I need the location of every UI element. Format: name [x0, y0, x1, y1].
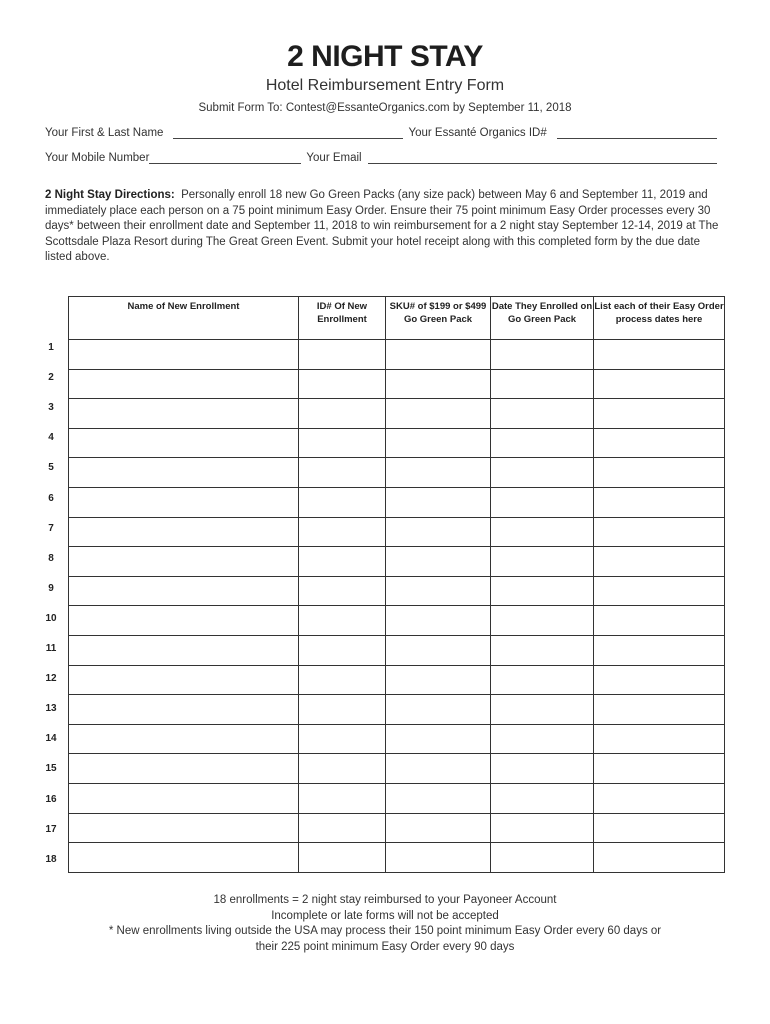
- table-cell[interactable]: [299, 665, 386, 695]
- table-cell[interactable]: [386, 576, 491, 606]
- header-easy-order: List each of their Easy Order process dates here: [594, 297, 725, 340]
- table-cell[interactable]: [386, 695, 491, 725]
- table-cell[interactable]: [69, 813, 299, 843]
- directions-body: Personally enroll 18 new Go Green Packs (any size pack) between May 6 and September 11, 2019 and immediately place each person on a 75 point minimum Easy Order. Ensure their 75 point minimum Easy Order processes every 30 days* between their enrollment date and September 11, 2018 to win reimbursement for a 2 night stay September 12-14, 2019 at The Scottsdale Plaza Resort during The Great Green Event. Submit your hotel receipt along with this completed form by the due date listed above.: [45, 189, 719, 263]
- table-cell[interactable]: [69, 783, 299, 813]
- table-cell[interactable]: [69, 843, 299, 873]
- table-cell[interactable]: [491, 635, 594, 665]
- table-cell[interactable]: [594, 369, 725, 399]
- footer-line: Incomplete or late forms will not be accepted: [271, 909, 499, 922]
- name-field[interactable]: [173, 128, 403, 139]
- table-cell[interactable]: [491, 547, 594, 577]
- table-row: [69, 428, 725, 458]
- table-row: [69, 843, 725, 873]
- table-cell[interactable]: [491, 517, 594, 547]
- row-number: 14: [45, 733, 57, 745]
- footer-line: * New enrollments living outside the USA may process their 150 point minimum Easy Order every 60 days or: [108, 925, 662, 937]
- table-cell[interactable]: [386, 635, 491, 665]
- footer-line: 18 enrollments = 2 night stay reimbursed to your Payoneer Account: [213, 894, 557, 906]
- table-cell[interactable]: [594, 783, 725, 813]
- table-cell[interactable]: [491, 458, 594, 488]
- table-cell[interactable]: [69, 340, 299, 370]
- table-row: [69, 665, 725, 695]
- table-cell[interactable]: [594, 724, 725, 754]
- table-row: [69, 754, 725, 784]
- table-cell[interactable]: [491, 428, 594, 458]
- table-cell[interactable]: [594, 399, 725, 429]
- table-cell[interactable]: [69, 695, 299, 725]
- email-label: Your Email: [306, 152, 362, 164]
- row-number: 7: [48, 522, 54, 534]
- name-id-row: [45, 127, 717, 139]
- table-row: [69, 635, 725, 665]
- table-cell[interactable]: [69, 458, 299, 488]
- table-row: [69, 606, 725, 636]
- table-cell[interactable]: [299, 487, 386, 517]
- table-cell[interactable]: [69, 369, 299, 399]
- table-cell[interactable]: [491, 695, 594, 725]
- table-cell[interactable]: [386, 724, 491, 754]
- row-number: 4: [48, 432, 54, 444]
- table-row: [69, 458, 725, 488]
- row-number: 8: [48, 552, 54, 564]
- row-number: 6: [48, 492, 54, 504]
- enrollment-table: [68, 296, 725, 873]
- table-row: [69, 487, 725, 517]
- table-row: [69, 783, 725, 813]
- table-cell[interactable]: [69, 517, 299, 547]
- table-cell[interactable]: [594, 340, 725, 370]
- table-cell[interactable]: [594, 606, 725, 636]
- table-cell[interactable]: [299, 813, 386, 843]
- mobile-label: Your Mobile Number: [45, 152, 150, 164]
- header-id: ID# Of New Enrollment: [299, 297, 386, 340]
- table-cell[interactable]: [594, 695, 725, 725]
- table-cell[interactable]: [594, 635, 725, 665]
- table-cell[interactable]: [69, 576, 299, 606]
- table-cell[interactable]: [299, 399, 386, 429]
- table-row: [69, 547, 725, 577]
- header-sku: SKU# of $199 or $499 Go Green Pack: [386, 297, 491, 340]
- table-row: [69, 517, 725, 547]
- table-cell[interactable]: [69, 399, 299, 429]
- table-cell[interactable]: [594, 517, 725, 547]
- table-cell[interactable]: [386, 813, 491, 843]
- table-cell[interactable]: [491, 843, 594, 873]
- table-cell[interactable]: [491, 754, 594, 784]
- table-row: [69, 369, 725, 399]
- table-row: [69, 695, 725, 725]
- table-cell[interactable]: [594, 487, 725, 517]
- table-cell[interactable]: [491, 724, 594, 754]
- name-label: Your First & Last Name: [45, 127, 164, 139]
- row-number: 13: [45, 703, 57, 715]
- table-cell[interactable]: [386, 606, 491, 636]
- table-cell[interactable]: [386, 428, 491, 458]
- row-number: 11: [45, 643, 57, 654]
- row-number: 2: [48, 372, 54, 384]
- row-number: 3: [48, 402, 54, 414]
- table-cell[interactable]: [386, 340, 491, 370]
- table-cell[interactable]: [299, 340, 386, 370]
- table-cell[interactable]: [491, 606, 594, 636]
- id-label: Your Essanté Organics ID#: [408, 127, 547, 139]
- row-number: 10: [45, 612, 57, 624]
- table-cell[interactable]: [594, 843, 725, 873]
- table-cell[interactable]: [594, 576, 725, 606]
- table-cell[interactable]: [386, 843, 491, 873]
- table-cell[interactable]: [299, 547, 386, 577]
- header-name: Name of New Enrollment: [69, 297, 299, 340]
- table-cell[interactable]: [299, 695, 386, 725]
- table-cell[interactable]: [491, 487, 594, 517]
- table-cell[interactable]: [386, 547, 491, 577]
- footer-notes: [0, 893, 770, 955]
- table-cell[interactable]: [491, 399, 594, 429]
- table-cell[interactable]: [386, 458, 491, 488]
- directions-paragraph: [45, 188, 725, 266]
- table-cell[interactable]: [299, 369, 386, 399]
- table-cell[interactable]: [69, 547, 299, 577]
- table-cell[interactable]: [594, 547, 725, 577]
- row-number: 15: [45, 763, 57, 775]
- table-cell[interactable]: [594, 428, 725, 458]
- table-cell[interactable]: [594, 813, 725, 843]
- table-cell[interactable]: [299, 606, 386, 636]
- table-cell[interactable]: [299, 724, 386, 754]
- form-subtitle: Hotel Reimbursement Entry Form: [265, 77, 505, 94]
- mobile-field[interactable]: [149, 153, 301, 164]
- row-number: 17: [45, 823, 57, 835]
- table-cell[interactable]: [69, 665, 299, 695]
- table-cell[interactable]: [299, 843, 386, 873]
- table-cell[interactable]: [386, 399, 491, 429]
- table-cell[interactable]: [594, 754, 725, 784]
- table-cell[interactable]: [386, 783, 491, 813]
- row-number: 12: [45, 673, 57, 685]
- row-number: 9: [48, 582, 54, 594]
- table-cell[interactable]: [69, 428, 299, 458]
- table-cell[interactable]: [299, 635, 386, 665]
- row-number: 16: [45, 793, 57, 805]
- table-cell[interactable]: [386, 517, 491, 547]
- table-cell[interactable]: [69, 487, 299, 517]
- table-cell[interactable]: [491, 369, 594, 399]
- table-cell[interactable]: [386, 369, 491, 399]
- table-cell[interactable]: [69, 724, 299, 754]
- table-row: [69, 813, 725, 843]
- table-cell[interactable]: [491, 665, 594, 695]
- header-date: Date They Enrolled on Go Green Pack: [491, 297, 594, 340]
- table-header-row: [69, 297, 725, 340]
- table-cell[interactable]: [69, 606, 299, 636]
- table-row: [69, 724, 725, 754]
- row-number: 18: [45, 853, 57, 865]
- row-number: 1: [48, 342, 54, 353]
- mobile-email-row: [45, 152, 717, 164]
- table-cell[interactable]: [299, 428, 386, 458]
- email-field[interactable]: [368, 153, 717, 164]
- form-title: 2 NIGHT STAY: [287, 40, 483, 73]
- table-cell[interactable]: [299, 783, 386, 813]
- table-cell[interactable]: [594, 665, 725, 695]
- table-cell[interactable]: [69, 635, 299, 665]
- row-number: 5: [48, 462, 54, 474]
- id-field[interactable]: [557, 128, 717, 139]
- table-cell[interactable]: [299, 458, 386, 488]
- table-cell[interactable]: [491, 783, 594, 813]
- table-cell[interactable]: [386, 487, 491, 517]
- table-row: [69, 340, 725, 370]
- table-cell[interactable]: [491, 813, 594, 843]
- table-cell[interactable]: [299, 576, 386, 606]
- submit-instructions: Submit Form To: Contest@EssanteOrganics.com by September 11, 2018: [198, 102, 572, 114]
- table-cell[interactable]: [299, 754, 386, 784]
- table-row: [69, 399, 725, 429]
- table-cell[interactable]: [299, 517, 386, 547]
- footer-line: their 225 point minimum Easy Order every 90 days: [255, 940, 515, 953]
- table-cell[interactable]: [491, 340, 594, 370]
- table-cell[interactable]: [386, 754, 491, 784]
- table-cell[interactable]: [491, 576, 594, 606]
- table-cell[interactable]: [69, 754, 299, 784]
- table-cell[interactable]: [386, 665, 491, 695]
- table-cell[interactable]: [594, 458, 725, 488]
- directions-heading: 2 Night Stay Directions:: [45, 189, 175, 201]
- table-row: [69, 576, 725, 606]
